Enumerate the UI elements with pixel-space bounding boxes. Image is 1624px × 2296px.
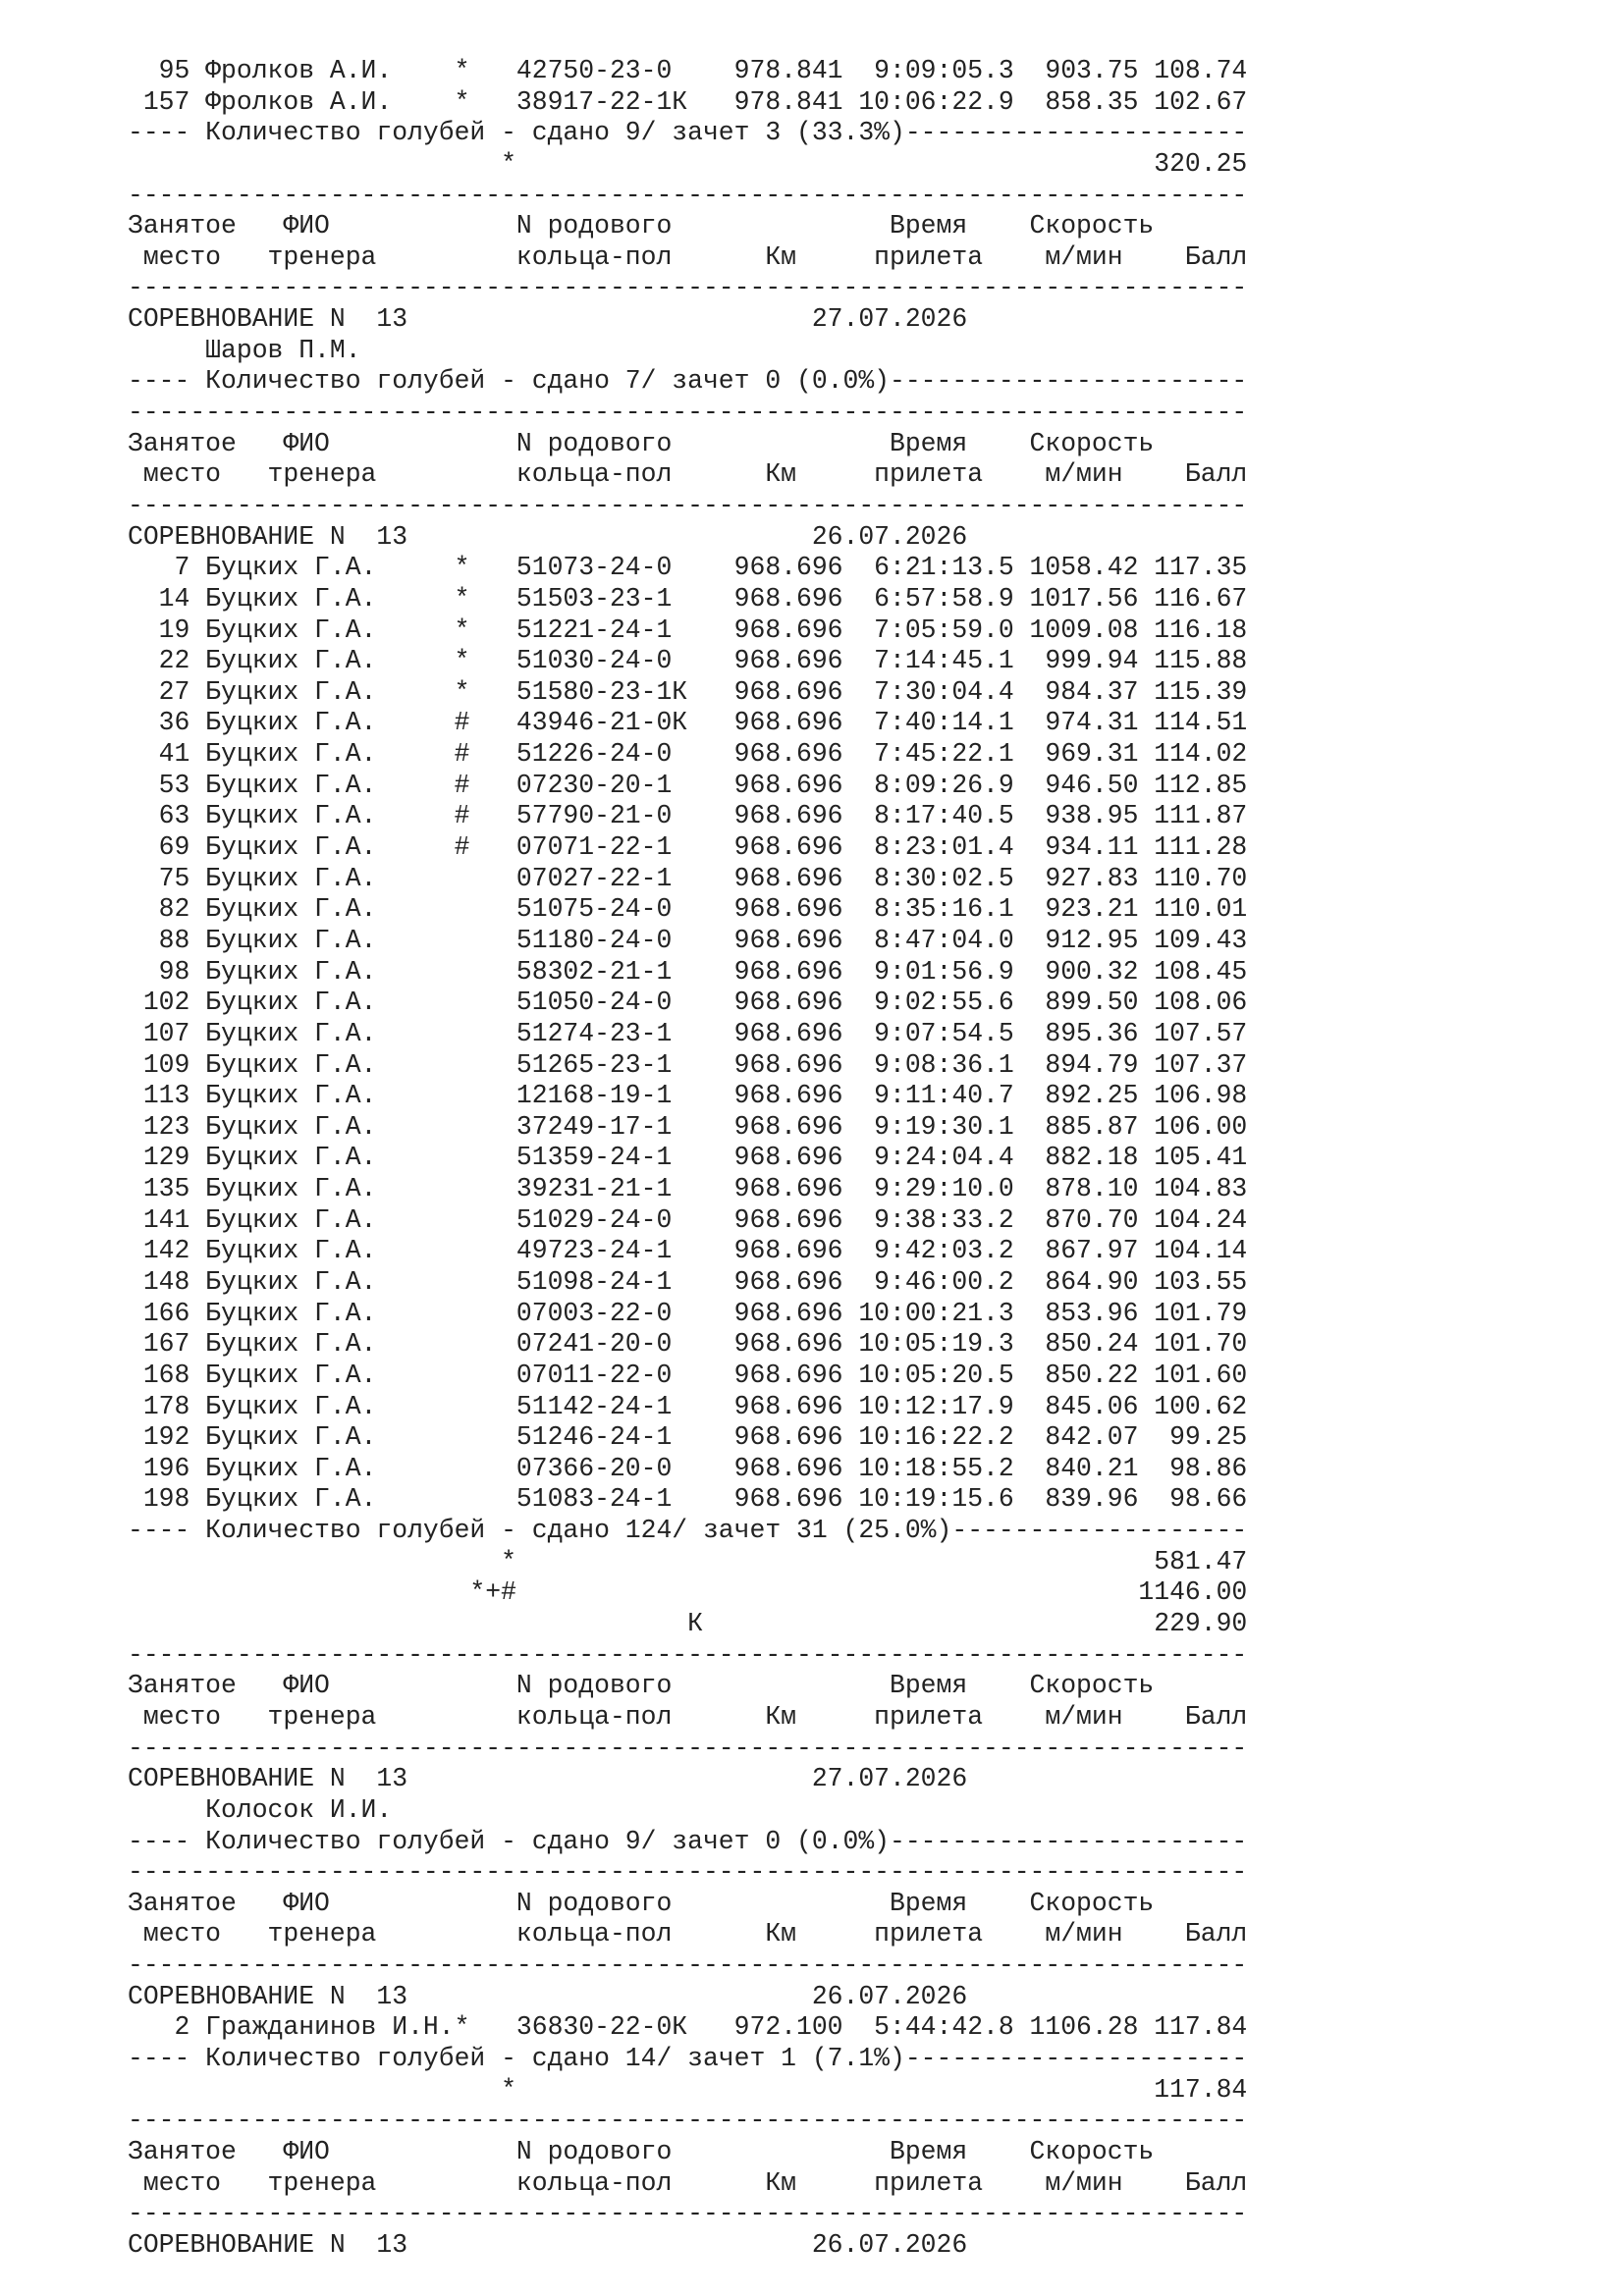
report-line: *+# 1146.00 (128, 1577, 1248, 1608)
report-line: ---- Количество голубей - сдано 14/ зачет 1 (7.1%)---------------------- (128, 2044, 1248, 2073)
report-line: 109 Буцких Г.А. 51265-23-1 968.696 9:08:36.1 894.79 107.37 (128, 1049, 1248, 1080)
report-line: 7 Буцких Г.А. * 51073-24-0 968.696 6:21:13.5 1058.42 117.35 (128, 553, 1248, 583)
report-line: 123 Буцких Г.А. 37249-17-1 968.696 9:19:30.1 885.87 106.00 (128, 1111, 1248, 1142)
report-line: ------------------------------------------------------------------------ (128, 1857, 1248, 1888)
report-line: Занятое ФИО N родового Время Скорость (128, 1888, 1155, 1918)
report-line: 166 Буцких Г.А. 07003-22-0 968.696 10:00:21.3 853.96 101.79 (128, 1298, 1248, 1328)
report-line: СОРЕВНОВАНИЕ N 13 27.07.2026 (128, 304, 968, 335)
report-line: 69 Буцких Г.А. # 07071-22-1 968.696 8:23:01.4 934.11 111.28 (128, 832, 1248, 863)
report-line: Шаров П.М. (128, 335, 361, 365)
report-line: ------------------------------------------------------------------------ (128, 1950, 1248, 1981)
report-line: ------------------------------------------------------------------------ (128, 490, 1248, 520)
report-line: ------------------------------------------------------------------------ (128, 1639, 1248, 1670)
report-line: 22 Буцких Г.А. * 51030-24-0 968.696 7:14:45.1 999.94 115.88 (128, 646, 1248, 676)
report-line: 135 Буцких Г.А. 39231-21-1 968.696 9:29:10.0 878.10 104.83 (128, 1174, 1248, 1204)
report-line: 41 Буцких Г.А. # 51226-24-0 968.696 7:45:22.1 969.31 114.02 (128, 739, 1248, 770)
report-line: 98 Буцких Г.А. 58302-21-1 968.696 9:01:56.9 900.32 108.45 (128, 956, 1248, 987)
results-report (128, 56, 1247, 2261)
report-line: Занятое ФИО N родового Время Скорость (128, 211, 1155, 241)
report-line: СОРЕВНОВАНИЕ N 13 26.07.2026 (128, 1981, 968, 2011)
report-line: 63 Буцких Г.А. # 57790-21-0 968.696 8:17:40.5 938.95 111.87 (128, 801, 1248, 831)
report-line: 27 Буцких Г.А. * 51580-23-1К 968.696 7:30:04.4 984.37 115.39 (128, 676, 1248, 707)
report-line: 196 Буцких Г.А. 07366-20-0 968.696 10:18:55.2 840.21 98.86 (128, 1453, 1248, 1483)
report-line: 53 Буцких Г.А. # 07230-20-1 968.696 8:09:26.9 946.50 112.85 (128, 770, 1248, 800)
report-line: СОРЕВНОВАНИЕ N 13 27.07.2026 (128, 1764, 968, 1794)
report-line: 148 Буцких Г.А. 51098-24-1 968.696 9:46:00.2 864.90 103.55 (128, 1266, 1248, 1297)
report-line: ------------------------------------------------------------------------ (128, 1733, 1248, 1763)
report-line: место тренера кольца-пол Км прилета м/мин Балл (128, 241, 1248, 272)
report-line: Колосок И.И. (128, 1794, 393, 1825)
report-line: Занятое ФИО N родового Время Скорость (128, 1671, 1155, 1701)
report-line: место тренера кольца-пол Км прилета м/мин Балл (128, 459, 1248, 490)
report-line: 198 Буцких Г.А. 51083-24-1 968.696 10:19:15.6 839.96 98.66 (128, 1484, 1248, 1515)
report-line: 192 Буцких Г.А. 51246-24-1 968.696 10:16:22.2 842.07 99.25 (128, 1422, 1248, 1453)
report-line: ------------------------------------------------------------------------ (128, 180, 1248, 210)
report-line: ---- Количество голубей - сдано 9/ зачет 0 (0.0%)----------------------- (128, 1826, 1248, 1856)
report-line: * 320.25 (128, 148, 1248, 179)
report-line: 178 Буцких Г.А. 51142-24-1 968.696 10:12:17.9 845.06 100.62 (128, 1391, 1248, 1421)
report-line: 2 Гражданинов И.Н.* 36830-22-0К 972.100 5:44:42.8 1106.28 117.84 (128, 2012, 1248, 2043)
report-line: ---- Количество голубей - сдано 7/ зачет 0 (0.0%)----------------------- (128, 366, 1248, 397)
report-line: 19 Буцких Г.А. * 51221-24-1 968.696 7:05:59.0 1009.08 116.18 (128, 614, 1248, 645)
report-line: К 229.90 (128, 1609, 1248, 1639)
report-line: Занятое ФИО N родового Время Скорость (128, 428, 1155, 458)
report-line: 95 Фролков А.И. * 42750-23-0 978.841 9:09:05.3 903.75 108.74 (128, 56, 1248, 85)
report-line: ---- Количество голубей - сдано 9/ зачет 3 (33.3%)---------------------- (128, 118, 1248, 148)
report-line: ---- Количество голубей - сдано 124/ зачет 31 (25.0%)------------------- (128, 1516, 1248, 1546)
report-line: 88 Буцких Г.А. 51180-24-0 968.696 8:47:04.0 912.95 109.43 (128, 925, 1248, 955)
report-line: 113 Буцких Г.А. 12168-19-1 968.696 9:11:40.7 892.25 106.98 (128, 1081, 1248, 1111)
report-line: 36 Буцких Г.А. # 43946-21-0К 968.696 7:40:14.1 974.31 114.51 (128, 708, 1248, 738)
report-line: 82 Буцких Г.А. 51075-24-0 968.696 8:35:16.1 923.21 110.01 (128, 894, 1248, 925)
report-line: место тренера кольца-пол Км прилета м/мин Балл (128, 2167, 1248, 2198)
report-line: 167 Буцких Г.А. 07241-20-0 968.696 10:05:19.3 850.24 101.70 (128, 1329, 1248, 1360)
report-line: 14 Буцких Г.А. * 51503-23-1 968.696 6:57:58.9 1017.56 116.67 (128, 583, 1248, 614)
report-line: ------------------------------------------------------------------------ (128, 398, 1248, 428)
report-line: Занятое ФИО N родового Время Скорость (128, 2136, 1155, 2166)
report-line: * 117.84 (128, 2074, 1248, 2105)
report-line: ------------------------------------------------------------------------ (128, 273, 1248, 303)
report-line: 141 Буцких Г.А. 51029-24-0 968.696 9:38:33.2 870.70 104.24 (128, 1204, 1248, 1235)
report-line: 75 Буцких Г.А. 07027-22-1 968.696 8:30:02.5 927.83 110.70 (128, 863, 1248, 893)
report-line: место тренера кольца-пол Км прилета м/мин Балл (128, 1919, 1248, 1949)
report-line: ------------------------------------------------------------------------ (128, 2199, 1248, 2229)
report-line: ------------------------------------------------------------------------ (128, 2106, 1248, 2136)
report-line: 129 Буцких Г.А. 51359-24-1 968.696 9:24:04.4 882.18 105.41 (128, 1143, 1248, 1173)
report-line: 107 Буцких Г.А. 51274-23-1 968.696 9:07:54.5 895.36 107.57 (128, 1018, 1248, 1048)
report-line: место тренера кольца-пол Км прилета м/мин Балл (128, 1701, 1248, 1732)
report-line: 102 Буцких Г.А. 51050-24-0 968.696 9:02:55.6 899.50 108.06 (128, 988, 1248, 1018)
report-line: 157 Фролков А.И. * 38917-22-1К 978.841 10:06:22.9 858.35 102.67 (128, 86, 1248, 117)
report-line: * 581.47 (128, 1546, 1248, 1576)
report-line: СОРЕВНОВАНИЕ N 13 26.07.2026 (128, 521, 968, 552)
report-line: 168 Буцких Г.А. 07011-22-0 968.696 10:05:20.5 850.22 101.60 (128, 1360, 1248, 1390)
report-line: СОРЕВНОВАНИЕ N 13 26.07.2026 (128, 2229, 968, 2260)
report-line: 142 Буцких Г.А. 49723-24-1 968.696 9:42:03.2 867.97 104.14 (128, 1236, 1248, 1266)
